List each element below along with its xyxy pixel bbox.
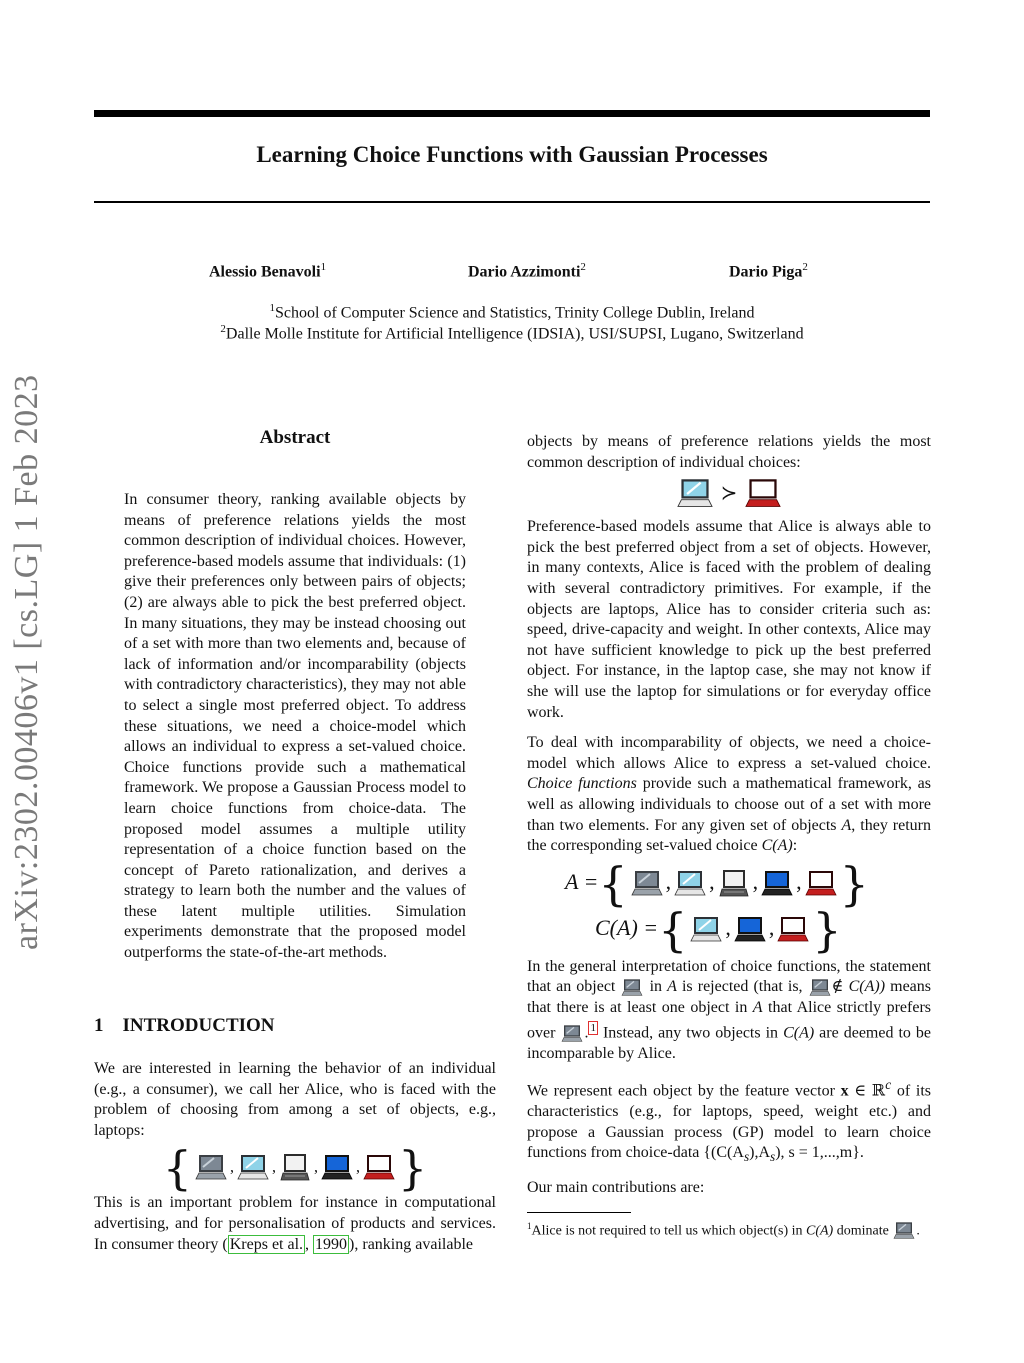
laptop-gray-icon: [808, 978, 832, 998]
title-rule: [94, 201, 930, 203]
arxiv-stamp: arXiv:2302.00406v1 [cs.LG] 1 Feb 2023: [8, 374, 45, 950]
affiliation-1: $^1$School of Computer Science and Statistics, Trinity College Dublin, Ireland: [269, 302, 755, 322]
affiliation-2: $^2$Dalle Molle Institute for Artificial Intelligence (IDSIA), USI/SUPSI, Lugano, Switzerland: [220, 323, 804, 343]
preference-figure: [527, 477, 931, 511]
laptop-gray-icon: [194, 1153, 228, 1183]
laptop-red-icon: [743, 477, 783, 511]
preference-symbol: ≻: [720, 482, 738, 505]
section-heading-introduction: 1 INTRODUCTION: [94, 1015, 275, 1036]
footnote-link[interactable]: 1: [590, 1022, 596, 1035]
laptop-gray-icon: [630, 869, 664, 899]
footnote: $^1$Alice is not required to tell us which object(s) in C(A) dominate .: [527, 1215, 931, 1243]
intro-paragraph-2: This is an important problem for instance in computational advertising, and for personalisation of products and services. In consumer theory ( Kreps et al. , 1990 ), ranking available: [94, 1194, 496, 1253]
laptop-light-icon: [689, 915, 723, 945]
author-2: Dario Azzimonti$^2$: [468, 261, 586, 281]
left-brace: {: [162, 1141, 192, 1196]
citation-link-author[interactable]: Kreps et al.: [229, 1235, 304, 1253]
right-column: [527, 432, 931, 1198]
laptop-light-icon: [675, 477, 715, 511]
laptop-gray-icon: [892, 1221, 916, 1241]
laptop-light-icon: [236, 1153, 270, 1183]
laptop-red-icon: [362, 1153, 396, 1183]
right-paragraph-0: objects by means of preference relations yields the most common description of individual choices:: [527, 433, 931, 471]
right-paragraph-4: We represent each object by the feature vector x ∈ ℝ$^c$ of its characteristics (e.g., for laptops, speed, weight etc.) and propose a Gaussian process (GP) model to learn choice functions from choice-data {$(C(A_s),A_s)$, s = 1,...,m}.: [527, 1076, 932, 1165]
laptop-gray-icon: [560, 1024, 584, 1044]
equation-choice-CA: C(A) ={ , , }: [595, 902, 842, 957]
right-paragraph-2: To deal with incomparability of objects, we need a choice-model which allows Alice to express a set-valued choice. Choice functions provide such a mathematical framework, as well as allowing individuals to choose out of a set with more than two elements. For any given set of objects A, they return the corresponding set-valued choice C(A):: [527, 734, 932, 855]
right-brace: }: [398, 1141, 428, 1196]
laptop-white-icon: [717, 869, 751, 899]
laptop-set-figure: { , , , , }: [162, 1141, 428, 1196]
right-paragraph-5: Our main contributions are:: [527, 1178, 705, 1196]
equation-set-A: A ={ , , , , }: [565, 856, 869, 911]
right-paragraph-1: Preference-based models assume that Alice is always able to pick the best preferred object from a set of objects. However, in many contexts, Alice is faced with the problem of dealing with several contradictory primitives. For example, if the objects are laptops, Alice has to consider criteria such as: speed, drive-capacity and weight. In other contexts, Alice may not have sufficient knowledge to pick up the best preferred object. For instance, in the laptop case, she may not know if she will use the laptop for simulations or for everyday office work.: [527, 518, 931, 721]
intro-column: [94, 1059, 496, 1255]
abstract-paragraph: In consumer theory, ranking available objects by means of preference relations yields the most common description of individual choices. However, preference-based models assume that individuals: (1) give their preferences only between pairs of objects; (2) are always able to pick the best preferred object. In many situations, they may be instead choosing out of a set with more than two elements and, because of lack of information and/or incomparability (objects with contradictory characteristics), they may not able to select a single most preferred object. To address these situations, we need a choice-model which allows an individual to express a set-valued choice. Choice functions provide such a mathematical framework. We propose a Gaussian Process model to learn choice functions from choice-data. The proposed model assumes a multiple utility representation of a choice function based on the concept of Pareto rationalization, and derives a strategy to learn both the number and the values of these latent multiple utilities. Simulation experiments demonstrate that the proposed model outperforms the state-of-the-art methods.: [124, 491, 466, 962]
intro-paragraph-1: We are interested in learning the behavior of an individual (e.g., a consumer), we call her Alice, who is faced with the problem of choosing from among a set of objects, e.g., laptops:: [94, 1060, 496, 1139]
laptop-gray-icon: [620, 978, 644, 998]
author-1: Alessio Benavoli$^1$: [209, 261, 327, 281]
abstract-heading: Abstract: [259, 427, 331, 448]
top-rule: [94, 110, 930, 117]
laptop-blue-icon: [320, 1153, 354, 1183]
laptop-blue-icon: [760, 869, 794, 899]
abstract-text: [124, 490, 466, 964]
footnote-rule: [527, 1212, 631, 1213]
laptop-red-icon: [776, 915, 810, 945]
citation-link-year[interactable]: 1990: [315, 1235, 348, 1253]
paper-title: Learning Choice Functions with Gaussian Processes: [256, 142, 768, 167]
right-paragraph-3: In the general interpretation of choice functions, the statement that an object in A is rejected (that is, ∉ C(A)) means that there is at least one object in A that Alice strictly prefers over . $^1$ Instead, any two objects in C(A) are deemed to be incomparable by Alice.: [527, 957, 932, 1063]
laptop-light-icon: [673, 869, 707, 899]
author-3: Dario Piga$^2$: [729, 261, 808, 281]
laptop-blue-icon: [733, 915, 767, 945]
laptop-white-icon: [278, 1153, 312, 1183]
laptop-red-icon: [804, 869, 838, 899]
